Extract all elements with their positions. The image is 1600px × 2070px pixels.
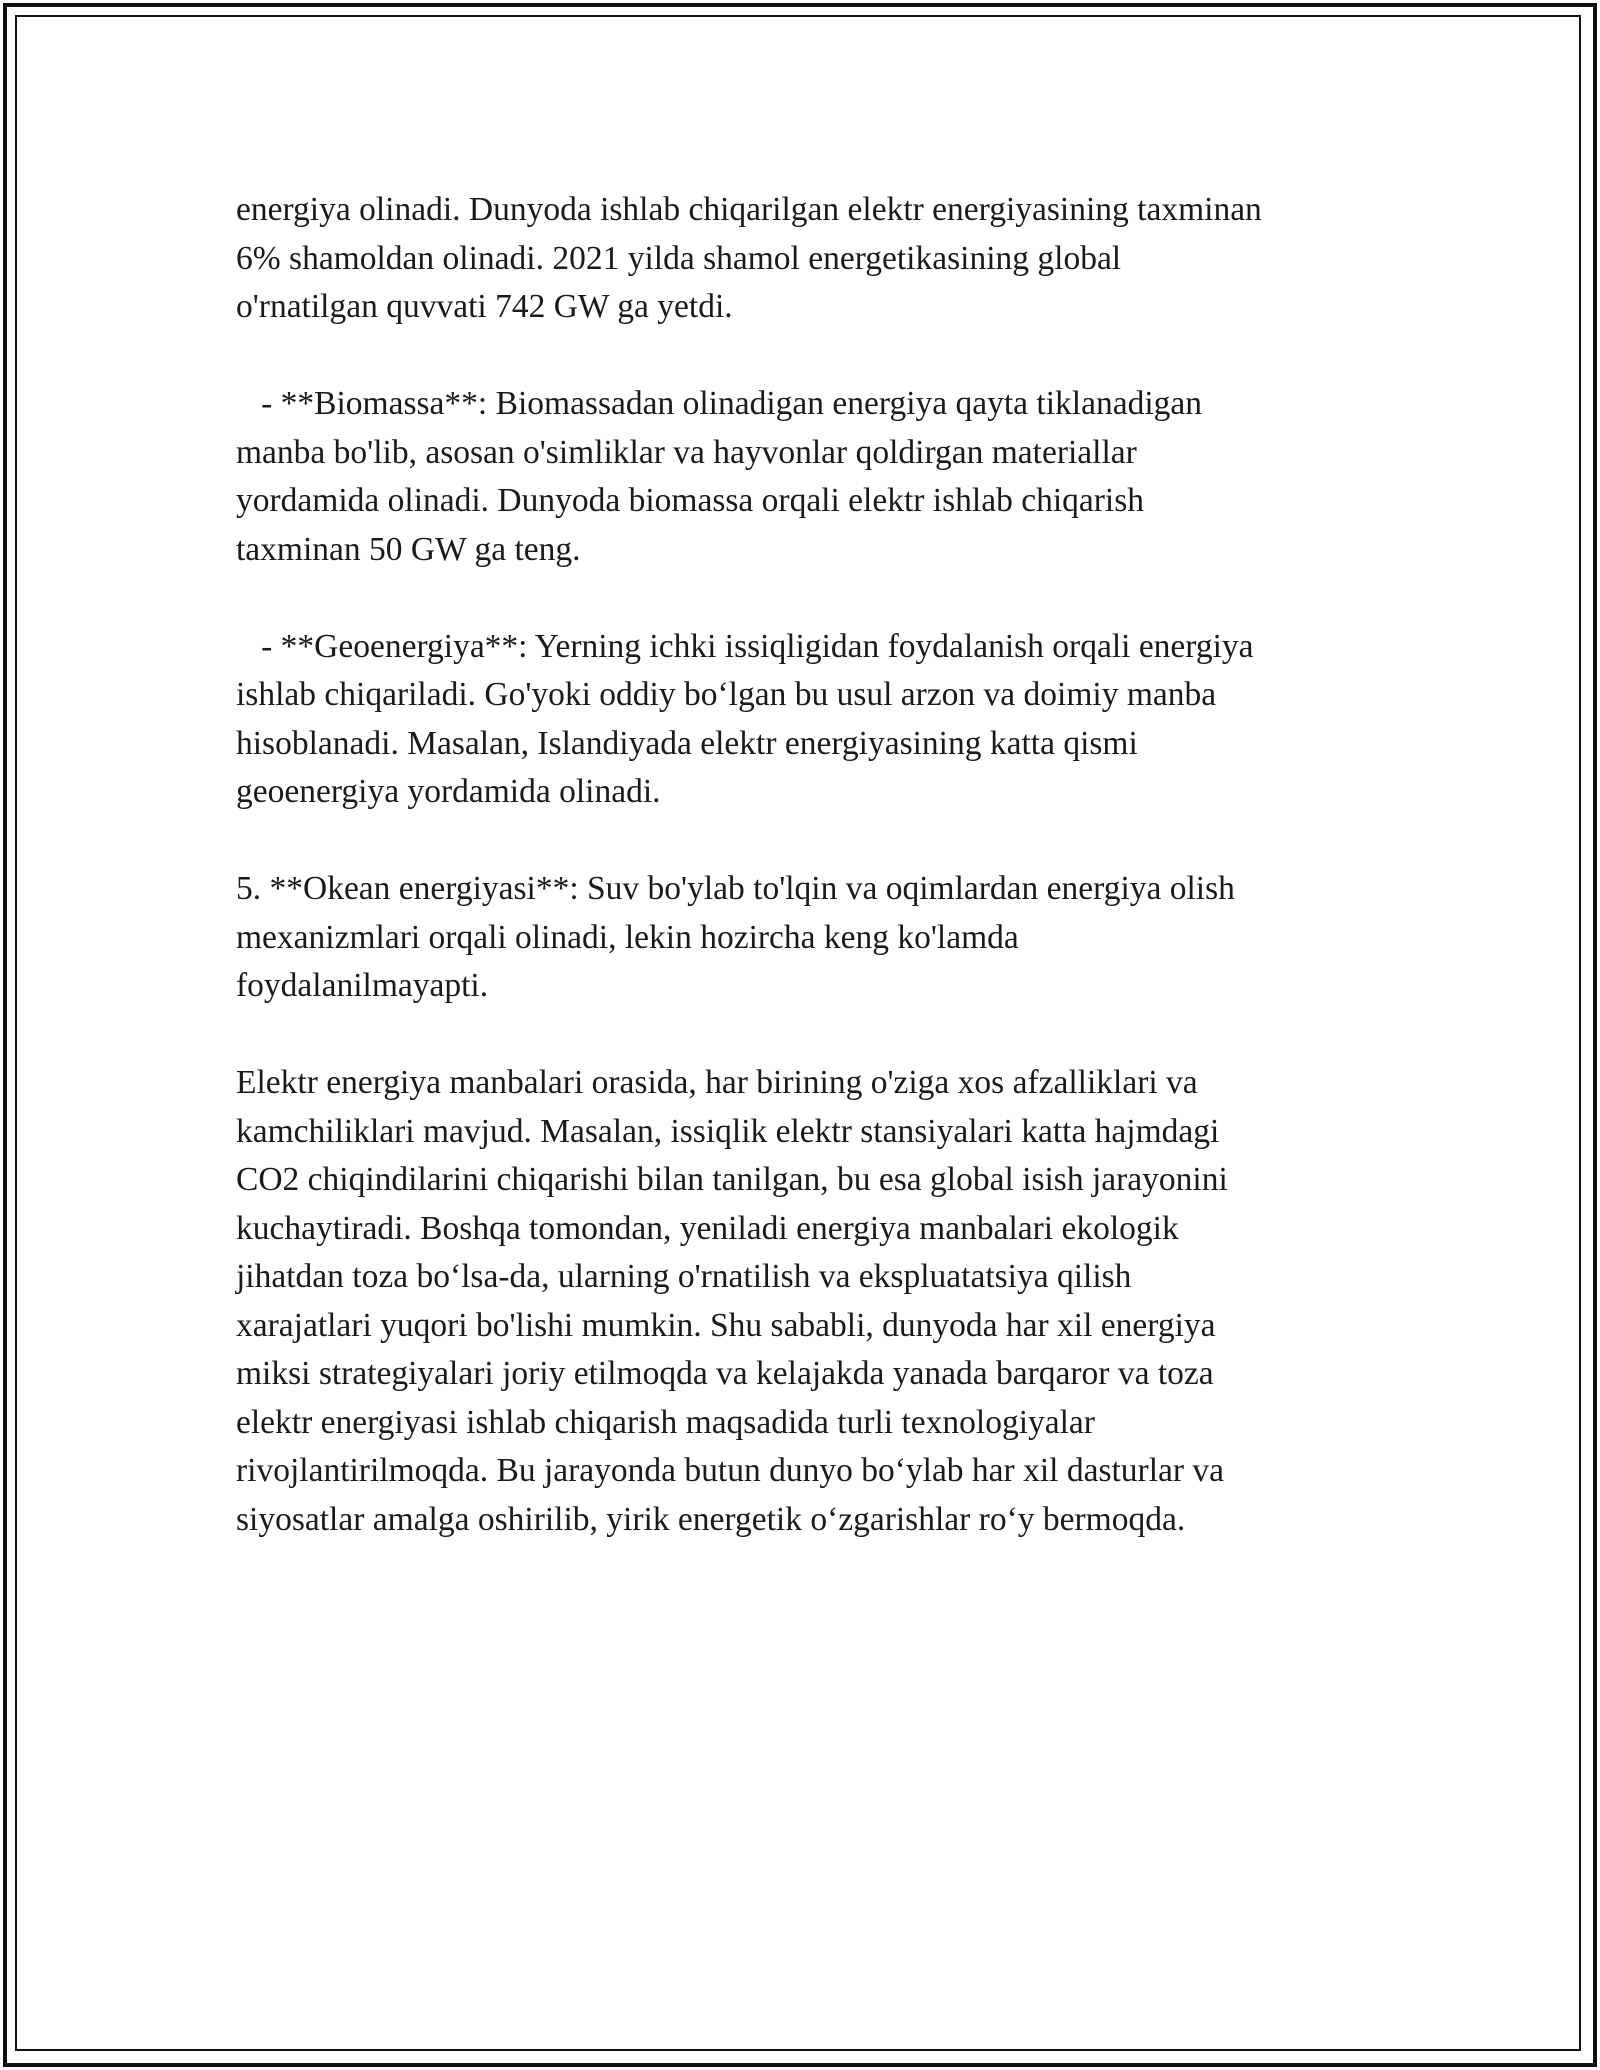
text-line: yordamida olinadi. Dunyoda biomassa orqali elektr ishlab chiqarish xyxy=(236,482,1145,519)
text-line: 6% shamoldan olinadi. 2021 yilda shamol energetikasining global xyxy=(236,239,1122,277)
text-line: kamchiliklari mavjud. Masalan, issiqlik elektr stansiyalari katta hajmdagi xyxy=(236,1112,1220,1150)
text-line: - **Biomassa**: Biomassadan olinadigan energiya qayta tiklanadigan xyxy=(236,385,1203,422)
text-line: energiya olinadi. Dunyoda ishlab chiqarilgan elektr energiyasining taxminan xyxy=(236,191,1262,228)
text-line: siyosatlar amalga oshirilib, yirik energetik o‘zgarishlar ro‘y bermoqda. xyxy=(236,1500,1186,1538)
text-line: rivojlantirilmoqda. Bu jarayonda butun dunyo bo‘ylab har xil dasturlar va xyxy=(236,1452,1225,1489)
paragraph-biomassa xyxy=(236,380,1376,574)
text-line: mexanizmlari orqali olinadi, lekin hozircha keng ko'lamda xyxy=(236,918,1019,956)
text-line: Elektr energiya manbalari orasida, har birining o'ziga xos afzalliklari va xyxy=(236,1064,1198,1101)
text-line: miksi strategiyalari joriy etilmoqda va kelajakda yanada barqaror va toza xyxy=(236,1355,1214,1392)
text-line: ishlab chiqariladi. Go'yoki oddiy bo‘lgan bu usul arzon va doimiy manba xyxy=(236,676,1217,713)
text-line: kuchaytiradi. Boshqa tomondan, yeniladi energiya manbalari ekologik xyxy=(236,1209,1179,1247)
text-line: hisoblanadi. Masalan, Islandiyada elektr energiyasining katta qismi xyxy=(236,724,1138,762)
text-line: manba bo'lib, asosan o'simliklar va hayvonlar qoldirgan materiallar xyxy=(236,433,1137,471)
text-line: - **Geoenergiya**: Yerning ichki issiqligidan foydalanish orqali energiya xyxy=(236,627,1254,665)
text-line: o'rnatilgan quvvati 742 GW ga yetdi. xyxy=(236,288,733,325)
text-line: CO2 chiqindilarini chiqarishi bilan tanilgan, bu esa global isish jarayonini xyxy=(236,1161,1228,1198)
paragraph-wind xyxy=(236,186,1376,332)
text-line: jihatdan toza bo‘lsa-da, ularning o'rnatilish va ekspluatatsiya qilish xyxy=(236,1258,1132,1295)
text-line: taxminan 50 GW ga teng. xyxy=(236,530,581,568)
document-body xyxy=(236,186,1376,1593)
text-line: 5. **Okean energiyasi**: Suv bo'ylab to'lqin va oqimlardan energiya olish xyxy=(236,870,1235,907)
paragraph-conclusion xyxy=(236,1059,1376,1544)
text-line: elektr energiyasi ishlab chiqarish maqsadida turli texnologiyalar xyxy=(236,1403,1095,1441)
paragraph-geoenergiya xyxy=(236,623,1376,817)
text-line: geoenergiya yordamida olinadi. xyxy=(236,773,661,810)
text-line: xarajatlari yuqori bo'lishi mumkin. Shu sababli, dunyoda har xil energiya xyxy=(236,1306,1216,1344)
text-line: foydalanilmayapti. xyxy=(236,967,489,1004)
paragraph-okean xyxy=(236,865,1376,1011)
